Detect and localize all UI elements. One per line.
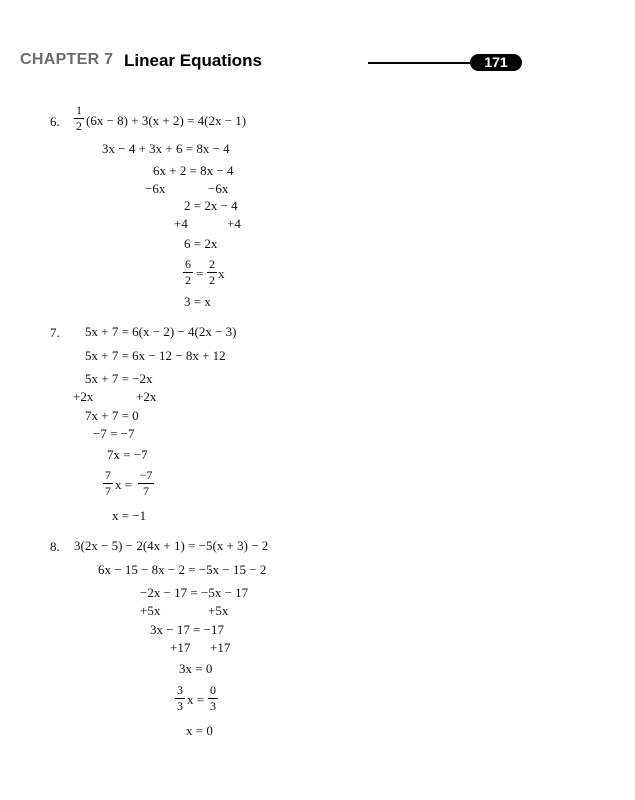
fraction-numerator: 7 <box>105 468 111 482</box>
fraction-left <box>103 469 113 498</box>
equation-line: 3x = 0 <box>179 661 213 676</box>
fraction-numerator: 3 <box>177 683 183 697</box>
equation-line: 2 = 2x − 4 <box>184 198 238 213</box>
fraction-right <box>207 258 217 287</box>
problem-number: 8. <box>50 539 60 554</box>
equation-line: 5x + 7 = −2x <box>85 371 153 386</box>
equals-sign: = <box>196 266 204 281</box>
equation-line: 6x + 2 = 8x − 4 <box>153 163 234 178</box>
fraction-left <box>175 684 185 713</box>
fraction-denominator: 2 <box>185 273 191 287</box>
fraction-numerator: 1 <box>76 103 82 117</box>
problem-number: 6. <box>50 114 60 129</box>
fraction-denominator: 7 <box>105 484 111 498</box>
fraction-denominator: 3 <box>177 699 183 713</box>
fraction-left <box>183 258 193 287</box>
variable: x = <box>187 692 205 707</box>
equation-line: +4 <box>227 216 241 231</box>
variable: x <box>218 266 225 281</box>
equation-line: +2x <box>136 389 157 404</box>
fraction-denominator: 3 <box>210 699 216 713</box>
variable: x = <box>115 477 133 492</box>
equation-line: +5x <box>140 603 161 618</box>
header-rule <box>368 62 478 64</box>
equation-line: 5x + 7 = 6x − 12 − 8x + 12 <box>85 348 226 363</box>
fraction-numerator: 6 <box>185 257 191 271</box>
fraction-denominator: 2 <box>76 119 82 133</box>
equation-line: 3(2x − 5) − 2(4x + 1) = −5(x + 3) − 2 <box>74 538 269 553</box>
problem-number: 7. <box>50 325 60 340</box>
equation-line: 7x = −7 <box>107 447 148 462</box>
equation-line: +4 <box>174 216 188 231</box>
fraction-numerator: 2 <box>209 257 215 271</box>
equation-line: 5x + 7 = 6(x − 2) − 4(2x − 3) <box>85 324 237 339</box>
equation-line: 3 = x <box>184 294 211 309</box>
fraction-right <box>138 469 154 498</box>
equation-line: −6x <box>208 181 229 196</box>
chapter-label: CHAPTER 7 <box>20 51 114 68</box>
fraction-numerator: 0 <box>210 683 216 697</box>
chapter-title: Linear Equations <box>124 51 262 70</box>
fraction-right <box>208 684 218 713</box>
equation-line: 3x − 17 = −17 <box>150 622 224 637</box>
fraction-numerator: −7 <box>139 468 153 482</box>
equation-line: 3x − 4 + 3x + 6 = 8x − 4 <box>102 141 230 156</box>
equation-line: +17 <box>170 640 191 655</box>
fraction-denominator: 2 <box>209 273 215 287</box>
equation-line: x = 0 <box>186 723 213 738</box>
page-number-badge: 171 <box>470 54 522 71</box>
fraction-denominator: 7 <box>143 484 149 498</box>
lead-fraction <box>74 104 84 133</box>
equation-line: +5x <box>208 603 229 618</box>
equation-line: +17 <box>210 640 231 655</box>
equation-line: −2x − 17 = −5x − 17 <box>140 585 249 600</box>
equation-line: −6x <box>145 181 166 196</box>
equation-line: −7 = −7 <box>93 426 135 441</box>
equation-line: 6 = 2x <box>184 236 218 251</box>
page-header <box>0 0 635 80</box>
equation-line: 7x + 7 = 0 <box>85 408 139 423</box>
equation-line: 6x − 15 − 8x − 2 = −5x − 15 − 2 <box>98 562 267 577</box>
equation-line: (6x − 8) + 3(x + 2) = 4(2x − 1) <box>86 113 247 128</box>
equation-line: +2x <box>73 389 94 404</box>
equation-line: x = −1 <box>112 508 147 523</box>
